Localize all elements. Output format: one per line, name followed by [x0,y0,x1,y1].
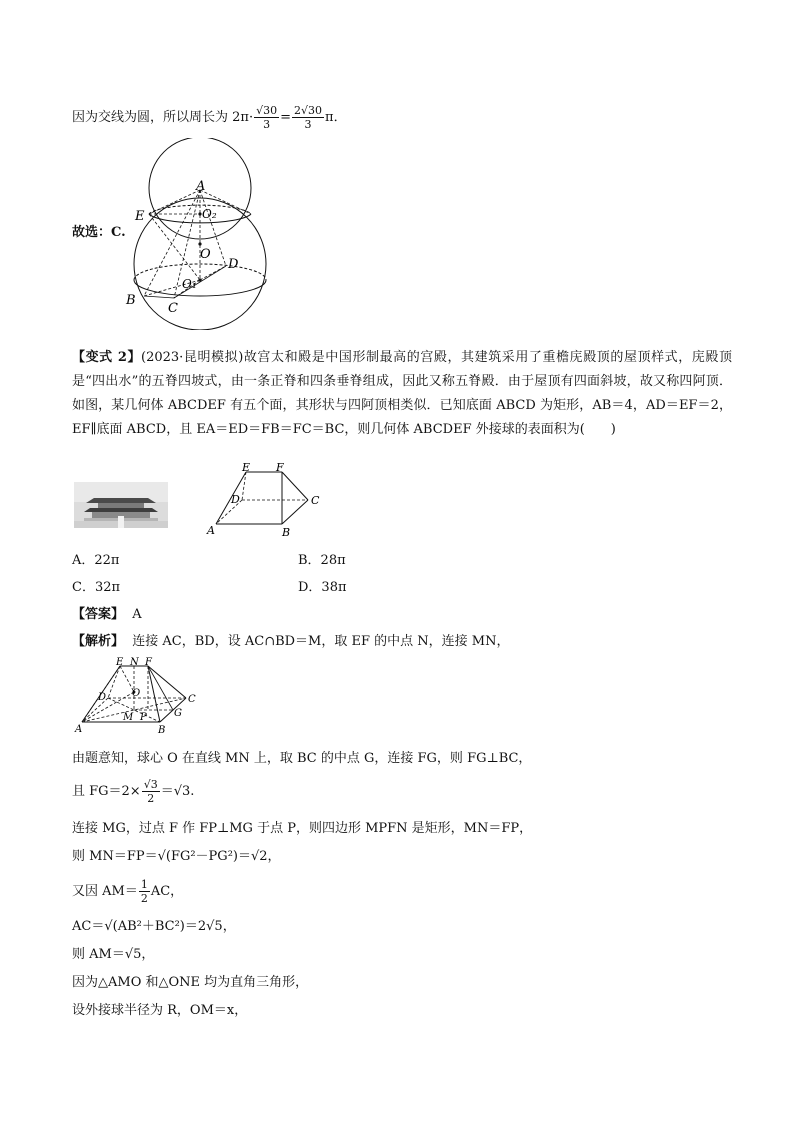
fig3-label-B: B [158,725,166,736]
step-1: 由题意知，球心 O 在直线 MN 上，取 BC 的中点 G，连接 FG，则 FG⊥BC， [72,751,532,766]
fig3-label-P: P [140,712,147,723]
answer-label: 【答案】 [72,607,125,622]
fig1-label-A: A [196,179,206,194]
fraction-sqrt30-over-3: $\frac{√30}{3}$ [256,104,278,131]
figure-intersecting-spheres [116,138,276,330]
option-C: C．32π [72,580,121,595]
previous-choice: 故选：C. [72,225,126,240]
fig2-label-F: F [276,462,284,474]
fig1-label-O: O [200,247,211,262]
step-3: 连接 MG，过点 F 作 FP⊥MG 于点 P，则四边形 MPFN 是矩形，MN＝FP， [72,821,533,836]
fig3-label-A: A [75,724,83,735]
fig3-label-M: M [123,712,134,723]
step-7: 则 AM＝√5， [72,947,155,962]
step-8: 因为△AMO 和△ONE 均为直角三角形， [72,975,309,990]
analysis-text: 连接 AC，BD，设 AC∩BD＝M，取 EF 的中点 N，连接 MN， [132,634,510,649]
fig1-label-O2: O₂ [202,207,217,221]
figure-polyhedron-with-center [74,656,198,736]
analysis-label: 【解析】 [72,634,125,649]
fig1-label-D: D [228,257,239,272]
fig3-label-O: O [132,688,141,699]
analysis-line [72,633,509,651]
fig3-label-D: D [98,692,107,703]
fig3-label-C: C [188,694,196,705]
fig3-label-G: G [174,708,182,719]
problem-statement [72,346,732,442]
fraction-2sqrt30-over-3: $\frac{2√30}{3}$ [294,104,323,131]
answer-line [72,606,142,624]
step-2: 且 FG＝2× $\frac{√3}{2}$ ＝√3. [72,778,195,805]
fig1-label-C: C [168,301,178,316]
palace-photo [74,482,168,528]
fig2-label-D: D [231,493,240,506]
fig1-label-E: E [135,209,145,224]
option-A: A．22π [72,553,120,568]
fig2-label-B: B [282,526,291,539]
fig3-label-E: E [116,657,124,668]
fraction-sqrt3-over-2: $\frac{√3}{2}$ [143,778,158,805]
problem-tag: 【变式 2】 [72,350,142,365]
step-4: 则 MN＝FP＝√(FG²－PG²)＝√2， [72,849,281,864]
figure-polyhedron-ABCDEF [204,462,334,542]
fig3-label-F: F [145,657,152,668]
fig1-label-B: B [126,293,136,308]
problem-source: (2023·昆明模拟) [141,350,244,365]
option-B: B．28π [298,553,346,568]
problem-text: 故宫太和殿是中国形制最高的宫殿，其建筑采用了重檐庑殿顶的屋顶样式，庑殿顶是“四出水”的五脊四坡式，由一条正脊和四条垂脊组成，因此又称五脊殿．由于屋顶有四面斜坡，故又称四阿顶．如图，某几何体 ABCDEF 有五个面，其形状与四阿顶相类似．已知底面 ABCD 为矩形，AB＝4，AD＝EF＝2，EF∥底面 ABCD，且 EA＝ED＝FB＝FC＝BC，则几何体 ABCDEF 外接球的表面积为( ) [72,350,732,437]
intro-line: 因为交线为圆，所以周长为 2π· $\frac{√30}{3}$ = $\frac{2√30}{3}$ π． [72,104,347,131]
fig2-label-C: C [311,494,320,507]
fig2-label-E: E [242,462,251,474]
fig2-label-A: A [207,524,215,537]
step-6: AC＝√(AB²＋BC²)＝2√5， [72,919,236,934]
fig3-label-N: N [130,657,139,668]
fig1-label-O1: O₁ [182,277,197,291]
fraction-1-over-2: $\frac{1}{2}$ [140,878,148,905]
step-5: 又因 AM＝ $\frac{1}{2}$ AC， [72,878,184,905]
option-D: D．38π [298,580,347,595]
answer-value: A [132,607,142,622]
step-9: 设外接球半径为 R，OM＝x， [72,1003,248,1018]
